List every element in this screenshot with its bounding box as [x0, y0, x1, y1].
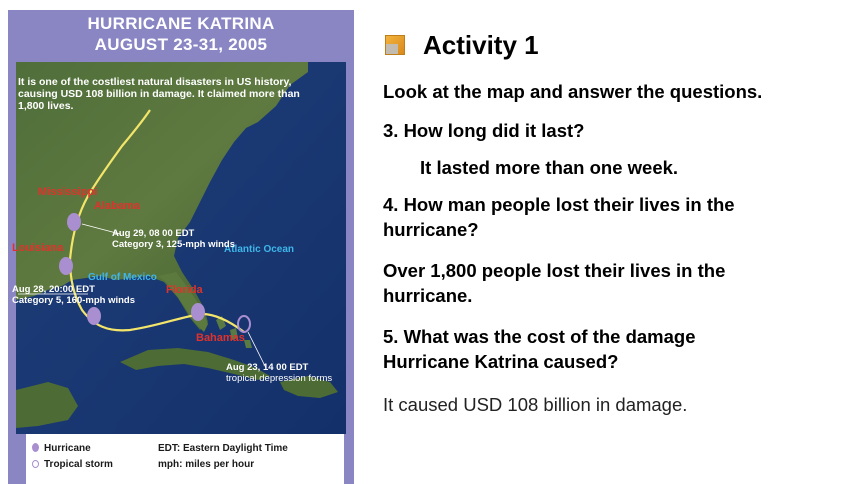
activity-heading: [385, 27, 539, 63]
square-bullet-icon: [385, 35, 405, 55]
hurricane-map-panel: [8, 10, 354, 484]
legend-hurricane: [32, 442, 91, 456]
question-5: [383, 324, 853, 374]
question-4-line2: hurricane?: [383, 219, 479, 240]
hurricane-marker-aug28: [87, 307, 101, 325]
map-intro-text: It is one of the costliest natural disasters in US history, causing USD 108 billion in damage. It claimed more than 1,800 lives.: [18, 76, 300, 112]
answer-5: It caused USD 108 billion in damage.: [383, 394, 688, 415]
hurricane-marker-florida: [191, 303, 205, 321]
question-4-line1: 4. How man people lost their lives in the: [383, 194, 735, 215]
label-florida: Florida: [166, 284, 203, 296]
annotation-aug29-time: Aug 29, 08 00 EDT: [112, 228, 195, 239]
legend-tropical-storm-label: Tropical storm: [44, 459, 113, 470]
question-5-line1: 5. What was the cost of the damage: [383, 326, 696, 347]
activity-title: Activity 1: [423, 29, 539, 60]
map-subtitle-dates: AUGUST 23-31, 2005: [94, 35, 268, 54]
annotation-aug23-note: tropical depression forms: [226, 373, 333, 384]
answer-4-line1: Over 1,800 people lost their lives in the: [383, 260, 726, 281]
legend-tropical-storm: [32, 458, 113, 472]
hurricane-symbol-icon: [32, 443, 39, 452]
legend-mph: mph: miles per hour: [158, 459, 255, 470]
map-title: HURRICANE KATRINA: [87, 14, 275, 33]
label-gulf-of-mexico: Gulf of Mexico: [88, 272, 157, 283]
label-mississippi: Mississippi: [38, 186, 98, 198]
label-atlantic-ocean: Atlantic Ocean: [224, 244, 295, 255]
question-3: 3. How long did it last?: [383, 120, 585, 141]
hurricane-marker-aug29: [67, 213, 81, 231]
annotation-aug23: [226, 362, 332, 384]
label-louisiana: Louisiana: [12, 242, 64, 254]
annotation-aug28-time: Aug 28, 20:00 EDT: [12, 284, 95, 295]
answer-4-line2: hurricane.: [383, 285, 473, 306]
annotation-aug23-time: Aug 23, 14 00 EDT: [226, 362, 309, 373]
legend-hurricane-label: Hurricane: [44, 443, 91, 454]
annotation-aug29-category: Category 3, 125-mph winds: [112, 239, 236, 250]
hurricane-marker-landfall: [59, 257, 73, 275]
question-4: [383, 192, 853, 242]
label-bahamas: Bahamas: [196, 332, 245, 344]
legend-edt: EDT: Eastern Daylight Time: [158, 443, 288, 454]
question-5-line2: Hurricane Katrina caused?: [383, 351, 619, 372]
answer-4: [383, 258, 853, 308]
tropical-storm-symbol-icon: [32, 460, 39, 468]
annotation-aug28-category: Category 5, 160-mph winds: [12, 295, 136, 306]
annotation-aug29: [112, 228, 235, 250]
instruction-text: Look at the map and answer the questions.: [383, 81, 763, 102]
answer-3: It lasted more than one week.: [420, 157, 679, 178]
label-alabama: Alabama: [94, 200, 140, 212]
map-legend: [26, 434, 344, 484]
annotation-aug28: [12, 284, 135, 306]
